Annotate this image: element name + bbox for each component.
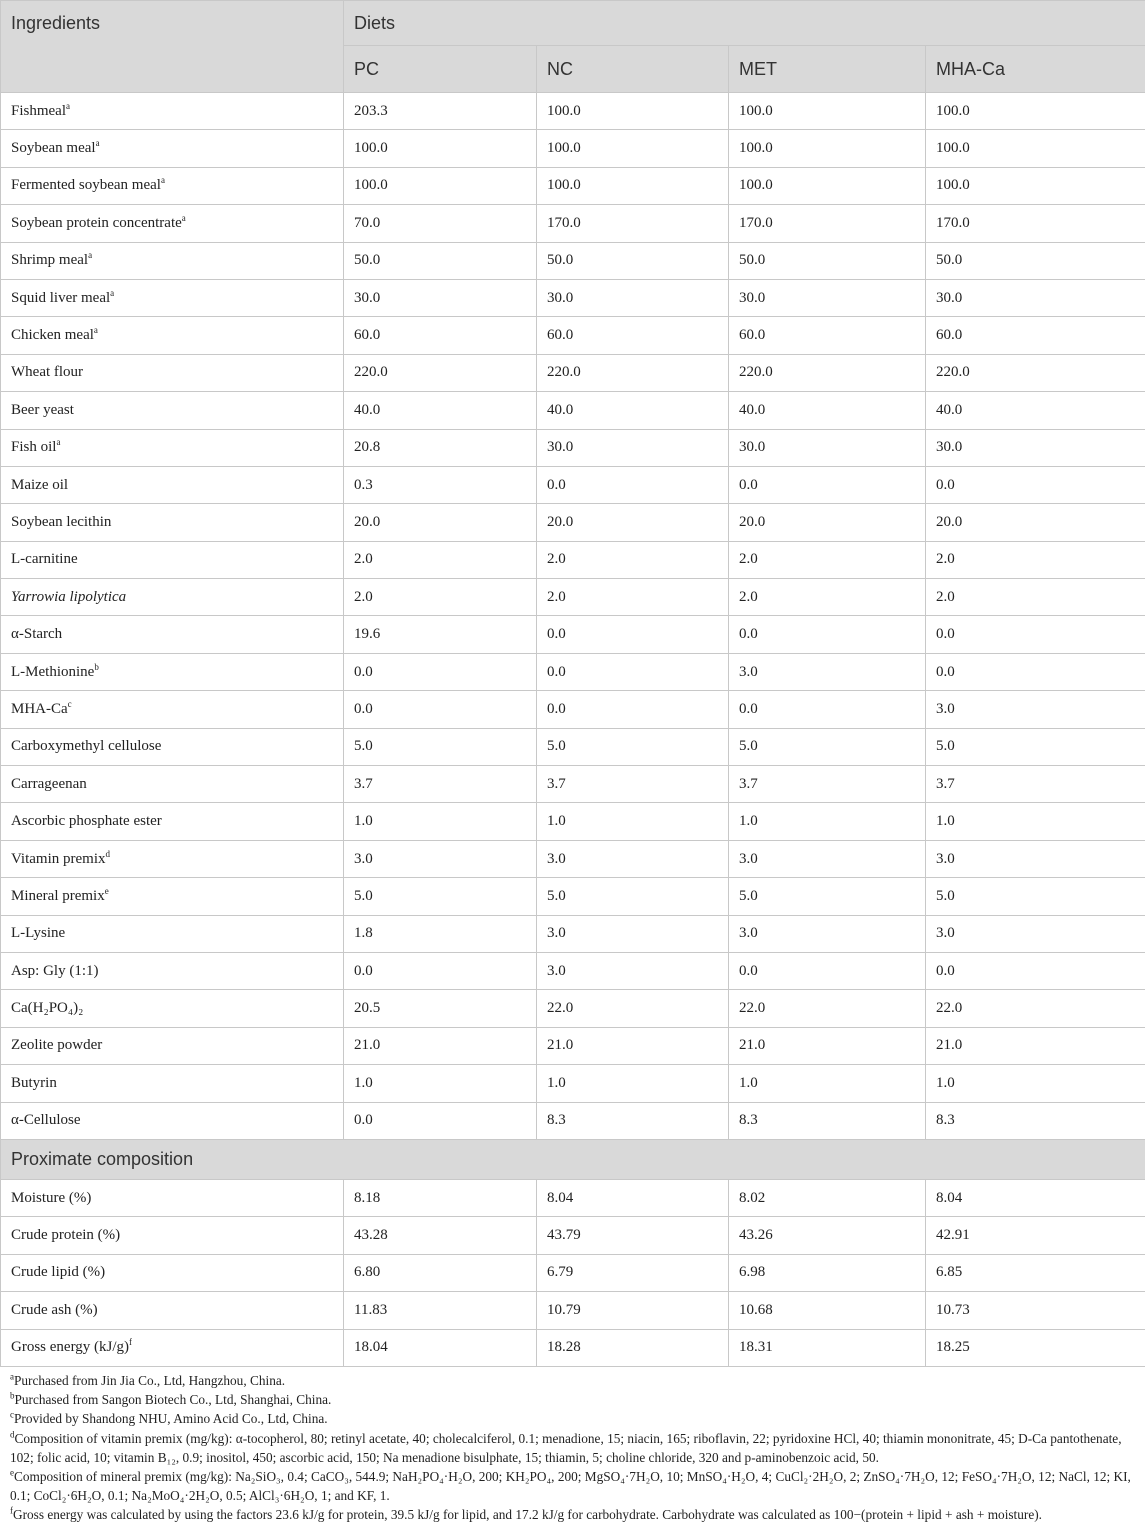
row-label-text: Ascorbic phosphate ester (11, 813, 162, 830)
row-label (1, 205, 344, 242)
header-mha-ca: MHA-Ca (926, 46, 1145, 93)
row-label-text: Mineral premix (11, 887, 105, 904)
value-cell: 3.0 (729, 915, 926, 952)
value-cell: 5.0 (537, 728, 729, 765)
value-cell: 0.0 (729, 691, 926, 728)
row-label-text: Zeolite powder (11, 1037, 103, 1054)
footnote-marker: a (93, 325, 98, 336)
footnote-mark: b (10, 1390, 15, 1401)
header-ingredients: Ingredients (1, 1, 344, 93)
value-cell: 3.0 (537, 915, 729, 952)
value-cell: 8.02 (729, 1179, 926, 1216)
value-cell: 1.0 (537, 1065, 729, 1102)
footnotes (0, 1367, 1145, 1525)
proximate-body (1, 1139, 1145, 1366)
row-label-text: Maize oil (11, 476, 69, 493)
value-cell: 21.0 (729, 1027, 926, 1064)
value-cell: 40.0 (729, 392, 926, 429)
value-cell: 8.3 (926, 1102, 1145, 1139)
row-label-text: Crude ash (%) (11, 1301, 98, 1318)
value-cell: 50.0 (344, 242, 537, 279)
footnote-marker: a (160, 175, 165, 186)
value-cell: 3.0 (926, 915, 1145, 952)
value-cell: 70.0 (344, 205, 537, 242)
footnote-marker: f (129, 1337, 133, 1348)
row-label (1, 766, 344, 803)
row-label-text: Wheat flour (11, 364, 84, 381)
value-cell: 100.0 (344, 167, 537, 204)
row-label (1, 504, 344, 541)
ingredient-row (1, 766, 1145, 803)
value-cell: 50.0 (926, 242, 1145, 279)
value-cell: 100.0 (344, 130, 537, 167)
value-cell: 0.0 (344, 653, 537, 690)
row-label (1, 1027, 344, 1064)
row-label-text: α-Cellulose (11, 1112, 81, 1129)
value-cell: 18.25 (926, 1329, 1145, 1366)
value-cell: 100.0 (537, 167, 729, 204)
value-cell: 0.0 (926, 466, 1145, 503)
ingredient-row (1, 504, 1145, 541)
value-cell: 100.0 (537, 130, 729, 167)
value-cell: 0.0 (344, 952, 537, 989)
ingredient-row (1, 242, 1145, 279)
value-cell: 11.83 (344, 1292, 537, 1329)
value-cell: 20.0 (344, 504, 537, 541)
value-cell: 0.0 (344, 691, 537, 728)
value-cell: 1.0 (537, 803, 729, 840)
footnote (10, 1409, 1135, 1428)
row-label-text: Ca(H₂PO₄)₂ (11, 1000, 84, 1017)
row-label-text: Beer yeast (11, 401, 74, 418)
row-label (1, 990, 344, 1027)
value-cell: 3.0 (729, 840, 926, 877)
value-cell: 5.0 (926, 728, 1145, 765)
value-cell: 20.0 (537, 504, 729, 541)
row-label-text: Gross energy (kJ/g) (11, 1339, 130, 1356)
row-label (1, 130, 344, 167)
ingredient-row (1, 579, 1145, 616)
ingredient-row (1, 1027, 1145, 1064)
header-met: MET (729, 46, 926, 93)
value-cell: 1.0 (344, 1065, 537, 1102)
value-cell: 8.3 (537, 1102, 729, 1139)
value-cell: 40.0 (926, 392, 1145, 429)
value-cell: 100.0 (729, 130, 926, 167)
value-cell: 3.0 (729, 653, 926, 690)
row-label-text: Fish oil (11, 439, 57, 456)
row-label-text: L-Lysine (11, 925, 66, 942)
value-cell: 30.0 (344, 279, 537, 316)
value-cell: 20.5 (344, 990, 537, 1027)
row-label-text: Vitamin premix (11, 850, 106, 867)
value-cell: 22.0 (537, 990, 729, 1027)
value-cell: 60.0 (926, 317, 1145, 354)
row-label-text: Yarrowia lipolytica (11, 588, 127, 605)
row-label-text: Squid liver meal (11, 289, 111, 306)
value-cell: 100.0 (926, 130, 1145, 167)
footnote-marker: e (104, 885, 109, 896)
row-label (1, 878, 344, 915)
value-cell: 100.0 (537, 93, 729, 130)
row-label (1, 541, 344, 578)
value-cell: 20.0 (729, 504, 926, 541)
row-label (1, 1065, 344, 1102)
ingredient-row (1, 167, 1145, 204)
value-cell: 8.04 (537, 1179, 729, 1216)
row-label (1, 579, 344, 616)
row-label (1, 1179, 344, 1216)
row-label (1, 279, 344, 316)
proximate-row (1, 1217, 1145, 1254)
footnote-mark: d (10, 1429, 15, 1440)
footnote-marker: a (56, 437, 61, 448)
row-label-text: Soybean meal (11, 140, 96, 157)
value-cell: 50.0 (537, 242, 729, 279)
value-cell: 22.0 (926, 990, 1145, 1027)
footnote-marker: a (88, 250, 93, 261)
proximate-row (1, 1329, 1145, 1366)
row-label (1, 1254, 344, 1291)
header-diets: Diets (344, 1, 1145, 46)
row-label (1, 354, 344, 391)
row-label (1, 915, 344, 952)
value-cell: 220.0 (537, 354, 729, 391)
value-cell: 21.0 (537, 1027, 729, 1064)
value-cell: 1.0 (344, 803, 537, 840)
row-label-text: Crude lipid (%) (11, 1264, 106, 1281)
value-cell: 3.7 (537, 766, 729, 803)
footnote (10, 1467, 1135, 1505)
value-cell: 0.0 (926, 616, 1145, 653)
header-pc: PC (344, 46, 537, 93)
value-cell: 2.0 (729, 541, 926, 578)
row-label (1, 242, 344, 279)
row-label (1, 392, 344, 429)
ingredient-row (1, 616, 1145, 653)
proximate-row (1, 1254, 1145, 1291)
value-cell: 3.0 (344, 840, 537, 877)
value-cell: 1.0 (729, 803, 926, 840)
value-cell: 0.0 (729, 616, 926, 653)
row-label-text: α-Starch (11, 626, 63, 643)
value-cell: 6.85 (926, 1254, 1145, 1291)
value-cell: 30.0 (537, 429, 729, 466)
value-cell: 6.79 (537, 1254, 729, 1291)
footnote (10, 1371, 1135, 1390)
footnote-text: Purchased from Sangon Biotech Co., Ltd, Shanghai, China. (14, 1392, 332, 1408)
value-cell: 60.0 (537, 317, 729, 354)
row-label-text: MHA-Ca (11, 700, 68, 717)
row-label (1, 653, 344, 690)
value-cell: 5.0 (537, 878, 729, 915)
footnote-marker: b (94, 661, 99, 672)
value-cell: 0.0 (537, 691, 729, 728)
row-label (1, 93, 344, 130)
ingredient-row (1, 803, 1145, 840)
row-label (1, 1102, 344, 1139)
ingredient-row (1, 466, 1145, 503)
ingredient-row (1, 130, 1145, 167)
ingredient-row (1, 653, 1145, 690)
ingredient-row (1, 1102, 1145, 1139)
value-cell: 5.0 (729, 878, 926, 915)
value-cell: 10.79 (537, 1292, 729, 1329)
value-cell: 1.8 (344, 915, 537, 952)
value-cell: 5.0 (926, 878, 1145, 915)
value-cell: 60.0 (344, 317, 537, 354)
ingredient-row (1, 915, 1145, 952)
footnote-marker: a (181, 212, 186, 223)
row-label (1, 616, 344, 653)
row-label (1, 429, 344, 466)
row-label-text: Moisture (%) (11, 1189, 92, 1206)
proximate-section-row (1, 1139, 1145, 1179)
value-cell: 170.0 (537, 205, 729, 242)
proximate-row (1, 1179, 1145, 1216)
value-cell: 3.0 (926, 840, 1145, 877)
proximate-row (1, 1292, 1145, 1329)
value-cell: 21.0 (344, 1027, 537, 1064)
value-cell: 170.0 (729, 205, 926, 242)
value-cell: 0.0 (537, 653, 729, 690)
value-cell: 30.0 (537, 279, 729, 316)
value-cell: 203.3 (344, 93, 537, 130)
footnote (10, 1390, 1135, 1409)
value-cell: 3.0 (926, 691, 1145, 728)
footnote-mark: f (10, 1505, 13, 1516)
value-cell: 5.0 (344, 728, 537, 765)
value-cell: 43.28 (344, 1217, 537, 1254)
row-label-text: Butyrin (11, 1074, 57, 1091)
value-cell: 30.0 (729, 279, 926, 316)
value-cell: 0.0 (729, 952, 926, 989)
row-label (1, 1329, 344, 1366)
value-cell: 22.0 (729, 990, 926, 1027)
value-cell: 19.6 (344, 616, 537, 653)
value-cell: 20.0 (926, 504, 1145, 541)
row-label-text: Carrageenan (11, 775, 87, 792)
footnote-mark: c (10, 1409, 14, 1420)
footnote-marker: c (67, 698, 72, 709)
value-cell: 43.79 (537, 1217, 729, 1254)
value-cell: 0.0 (926, 653, 1145, 690)
value-cell: 0.0 (926, 952, 1145, 989)
ingredient-row (1, 1065, 1145, 1102)
row-label-text: Soybean protein concentrate (11, 214, 182, 231)
header-nc: NC (537, 46, 729, 93)
value-cell: 60.0 (729, 317, 926, 354)
footnote-marker: a (95, 138, 100, 149)
footnote (10, 1429, 1135, 1467)
ingredient-row (1, 392, 1145, 429)
footnote-text: Purchased from Jin Jia Co., Ltd, Hangzhou, China. (14, 1372, 286, 1388)
row-label (1, 728, 344, 765)
value-cell: 50.0 (729, 242, 926, 279)
footnote-marker: a (66, 100, 70, 111)
value-cell: 3.7 (344, 766, 537, 803)
value-cell: 18.04 (344, 1329, 537, 1366)
row-label (1, 1292, 344, 1329)
value-cell: 18.31 (729, 1329, 926, 1366)
ingredient-row (1, 990, 1145, 1027)
footnote-text: Gross energy was calculated by using the factors 23.6 kJ/g for protein, 39.5 kJ/g for lipid, and 17.2 kJ/g for carbohydrate. Carbohydrate was calculated as 100−(protein + lipid + ash + moisture). (13, 1507, 1042, 1523)
footnote (10, 1505, 1135, 1524)
ingredient-row (1, 429, 1145, 466)
value-cell: 8.18 (344, 1179, 537, 1216)
value-cell: 21.0 (926, 1027, 1145, 1064)
row-label-text: Soybean lecithin (11, 513, 112, 530)
row-label-text: Chicken meal (11, 327, 94, 344)
value-cell: 20.8 (344, 429, 537, 466)
footnote-text: Composition of mineral premix (mg/kg): Na₂SiO₃, 0.4; CaCO₃, 544.9; NaH₂PO₄·H₂O, 200; KH₂PO₄, 200; MgSO₄·7H₂O, 10; MnSO₄·H₂O, 4; CuCl₂·2H₂O, 2; ZnSO₄·7H₂O, 12; FeSO₄·7H₂O, 12; NaCl, 12; KI, 0.1; CoCl₂·6H₂O, 0.1; Na₂MoO₄·2H₂O, 0.5; AlCl₃·6H₂O, 1; and KF, 1. (10, 1468, 1131, 1504)
value-cell: 30.0 (926, 429, 1145, 466)
value-cell: 8.3 (729, 1102, 926, 1139)
ingredient-row (1, 279, 1145, 316)
row-label-text: Crude protein (%) (11, 1227, 121, 1244)
value-cell: 6.98 (729, 1254, 926, 1291)
row-label-text: Fermented soybean meal (11, 177, 161, 194)
value-cell: 100.0 (729, 93, 926, 130)
value-cell: 5.0 (729, 728, 926, 765)
ingredient-row (1, 878, 1145, 915)
value-cell: 10.73 (926, 1292, 1145, 1329)
value-cell: 2.0 (344, 541, 537, 578)
value-cell: 220.0 (729, 354, 926, 391)
ingredient-row (1, 93, 1145, 130)
ingredient-row (1, 728, 1145, 765)
value-cell: 220.0 (926, 354, 1145, 391)
row-label-text: Asp: Gly (1:1) (11, 962, 99, 979)
value-cell: 3.0 (537, 952, 729, 989)
value-cell: 1.0 (926, 803, 1145, 840)
value-cell: 30.0 (926, 279, 1145, 316)
value-cell: 3.7 (926, 766, 1145, 803)
footnote-text: Provided by Shandong NHU, Amino Acid Co., Ltd, China. (14, 1411, 328, 1427)
value-cell: 5.0 (344, 878, 537, 915)
value-cell: 0.0 (537, 466, 729, 503)
value-cell: 40.0 (537, 392, 729, 429)
ingredient-row (1, 205, 1145, 242)
value-cell: 3.7 (729, 766, 926, 803)
row-label-text: L-carnitine (11, 551, 78, 568)
value-cell: 170.0 (926, 205, 1145, 242)
footnote-text: Composition of vitamin premix (mg/kg): α-tocopherol, 80; retinyl acetate, 40; cholecalciferol, 0.1; menadione, 15; niacin, 165; riboflavin, 22; pyridoxine HCl, 40; thiamin mononitrate, 45; D-Ca pantothenate, 102; folic acid, 10; vitamin B₁₂, 0.9; inositol, 450; ascorbic acid, 150; Na menadione bisulphate, 15; thiamin, 5; choline chloride, 320 and p-aminobenzoic acid, 50. (10, 1430, 1122, 1465)
ingredient-row (1, 840, 1145, 877)
value-cell: 2.0 (537, 541, 729, 578)
row-label (1, 317, 344, 354)
footnote-mark: e (10, 1467, 14, 1478)
ingredients-body (1, 93, 1145, 1140)
value-cell: 18.28 (537, 1329, 729, 1366)
value-cell: 0.3 (344, 466, 537, 503)
value-cell: 2.0 (926, 579, 1145, 616)
value-cell: 0.0 (537, 616, 729, 653)
value-cell: 3.0 (537, 840, 729, 877)
value-cell: 0.0 (729, 466, 926, 503)
row-label (1, 466, 344, 503)
row-label (1, 691, 344, 728)
ingredient-row (1, 354, 1145, 391)
value-cell: 0.0 (344, 1102, 537, 1139)
ingredient-row (1, 691, 1145, 728)
value-cell: 220.0 (344, 354, 537, 391)
proximate-section-title: Proximate composition (1, 1139, 1145, 1179)
row-label (1, 803, 344, 840)
ingredient-row (1, 952, 1145, 989)
row-label (1, 167, 344, 204)
value-cell: 2.0 (729, 579, 926, 616)
value-cell: 42.91 (926, 1217, 1145, 1254)
ingredient-row (1, 541, 1145, 578)
value-cell: 100.0 (926, 167, 1145, 204)
row-label-text: L-Methionine (11, 663, 95, 680)
value-cell: 30.0 (729, 429, 926, 466)
value-cell: 1.0 (926, 1065, 1145, 1102)
row-label-text: Carboxymethyl cellulose (11, 738, 162, 755)
value-cell: 8.04 (926, 1179, 1145, 1216)
row-label-text: Shrimp meal (11, 252, 89, 269)
row-label (1, 952, 344, 989)
value-cell: 2.0 (344, 579, 537, 616)
footnote-marker: a (110, 287, 115, 298)
ingredient-row (1, 317, 1145, 354)
row-label (1, 1217, 344, 1254)
value-cell: 6.80 (344, 1254, 537, 1291)
value-cell: 100.0 (926, 93, 1145, 130)
footnote-mark: a (10, 1371, 14, 1382)
footnote-marker: d (105, 848, 110, 859)
value-cell: 43.26 (729, 1217, 926, 1254)
row-label-text: Fishmeal (11, 102, 66, 119)
value-cell: 40.0 (344, 392, 537, 429)
value-cell: 10.68 (729, 1292, 926, 1329)
value-cell: 1.0 (729, 1065, 926, 1102)
row-label (1, 840, 344, 877)
value-cell: 2.0 (926, 541, 1145, 578)
value-cell: 100.0 (729, 167, 926, 204)
value-cell: 2.0 (537, 579, 729, 616)
